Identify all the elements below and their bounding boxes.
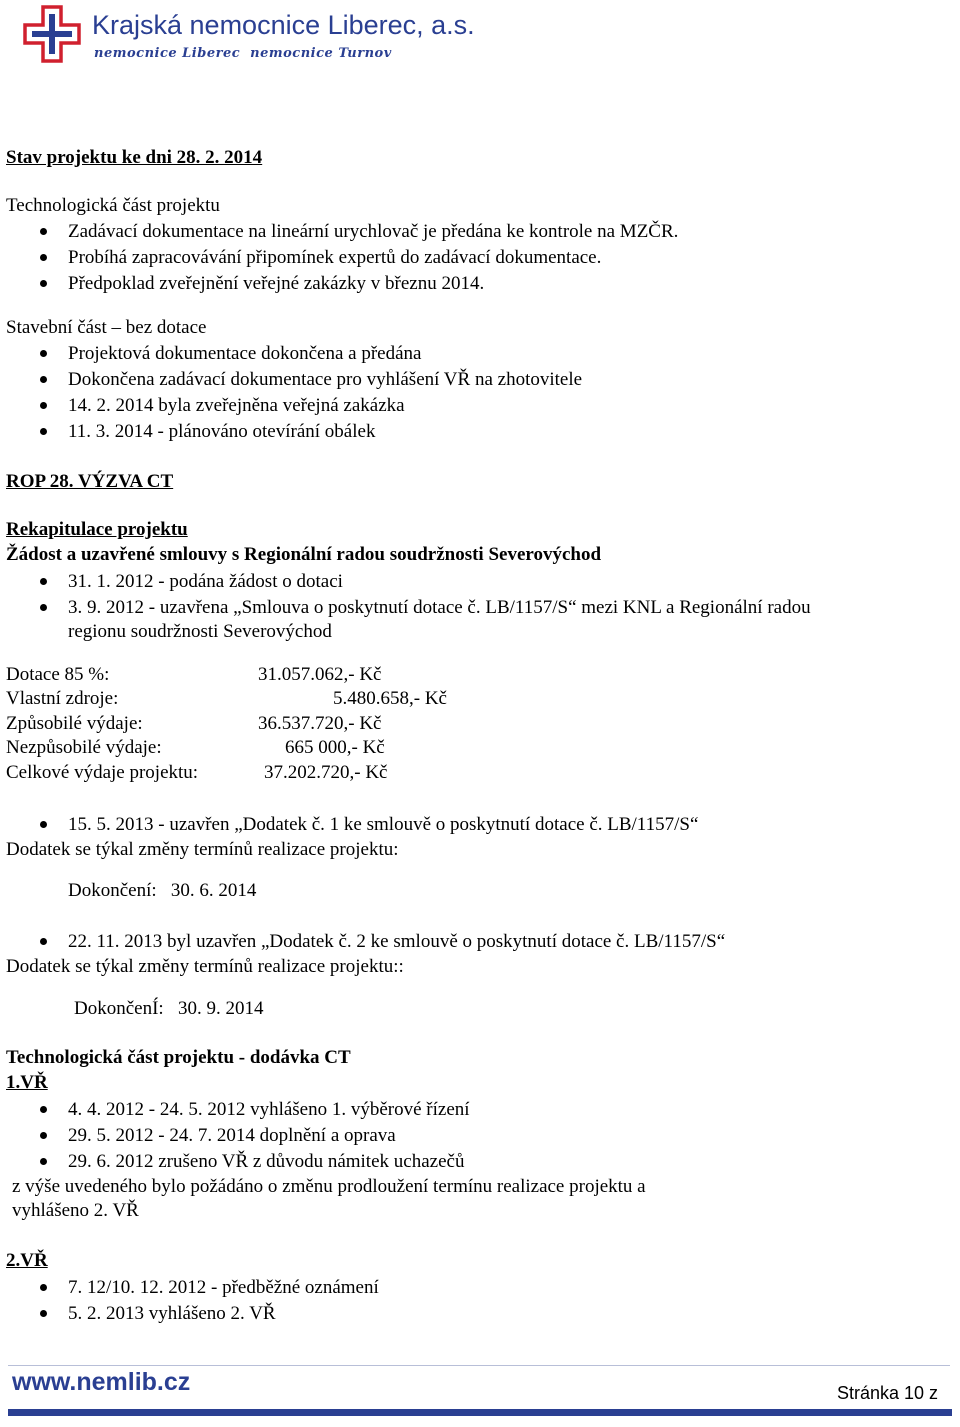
vr1-label: 1.VŘ: [6, 1072, 48, 1093]
vr2-item-1: 7. 12/10. 12. 2012 - předběžné oznámení: [68, 1277, 379, 1298]
recap-heading: Rekapitulace projektu: [6, 519, 188, 540]
request-item-1: 31. 1. 2012 - podána žádost o dotaci: [68, 571, 343, 592]
tech-item-1: Zadávací dokumentace na lineární urychlovač je předána ke kontrole na MZČR.: [68, 221, 679, 242]
finance-value: 37.202.720,- Kč: [264, 762, 388, 783]
bullet-icon: [40, 402, 47, 409]
addendum1-completion: Dokončení: 30. 6. 2014: [68, 880, 257, 901]
finance-label: Nezpůsobilé výdaje:: [6, 737, 162, 758]
vr1-item-2: 29. 5. 2012 - 24. 7. 2014 doplnění a oprava: [68, 1125, 396, 1146]
bullet-icon: [40, 228, 47, 235]
bullet-icon: [40, 1106, 47, 1113]
vr1-item-3: 29. 6. 2012 zrušeno VŘ z důvodu námitek uchazečů: [68, 1151, 465, 1172]
bullet-icon: [40, 938, 47, 945]
bullet-icon: [40, 428, 47, 435]
bullet-icon: [40, 604, 47, 611]
build-item-2: Dokončena zadávací dokumentace pro vyhlášení VŘ na zhotovitele: [68, 369, 583, 390]
request-heading: Žádost a uzavřené smlouvy s Regionální radou soudržnosti Severovýchod: [6, 544, 602, 565]
hospital-subtitle: [94, 47, 392, 60]
build-item-1: Projektová dokumentace dokončena a předána: [68, 343, 422, 364]
addendum1-item: 15. 5. 2013 - uzavřen „Dodatek č. 1 ke smlouvě o poskytnutí dotace č. LB/1157/S“: [68, 814, 699, 835]
vr1-note-line2: vyhlášeno 2. VŘ: [12, 1200, 139, 1221]
bullet-icon: [40, 1132, 47, 1139]
bullet-icon: [40, 1310, 47, 1317]
addendum2-note: Dodatek se týkal změny termínů realizace projektu::: [6, 956, 404, 977]
subtitle-liberec: nemocnice Liberec: [94, 46, 241, 61]
finance-label: Dotace 85 %:: [6, 664, 110, 685]
finance-value: 31.057.062,- Kč: [258, 664, 382, 685]
footer-divider: [8, 1409, 952, 1416]
bullet-icon: [40, 254, 47, 261]
build-item-3: 14. 2. 2014 byla zveřejněna veřejná zakázka: [68, 395, 405, 416]
rop-heading: ROP 28. VÝZVA CT: [6, 471, 174, 492]
request-item-2: 3. 9. 2012 - uzavřena „Smlouva o poskytnutí dotace č. LB/1157/S“ mezi KNL a Regionální radou: [68, 597, 811, 618]
addendum2-item: 22. 11. 2013 byl uzavřen „Dodatek č. 2 ke smlouvě o poskytnutí dotace č. LB/1157/S“: [68, 931, 726, 952]
finance-label: Celkové výdaje projektu:: [6, 762, 199, 783]
finance-label: Vlastní zdroje:: [6, 688, 119, 709]
addendum1-note: Dodatek se týkal změny termínů realizace projektu:: [6, 839, 399, 860]
bullet-icon: [40, 350, 47, 357]
hospital-cross-icon: [22, 4, 82, 64]
tech-item-3: Předpoklad zveřejnění veřejné zakázky v březnu 2014.: [68, 273, 485, 294]
bullet-icon: [40, 821, 47, 828]
bullet-icon: [40, 1284, 47, 1291]
vr2-item-2: 5. 2. 2013 vyhlášeno 2. VŘ: [68, 1303, 276, 1324]
bullet-icon: [40, 1158, 47, 1165]
hospital-name: Krajská nemocnice Liberec, a.s.: [92, 10, 475, 40]
status-heading: Stav projektu ke dni 28. 2. 2014: [6, 147, 263, 168]
bullet-icon: [40, 280, 47, 287]
bullet-icon: [40, 376, 47, 383]
footer-url-link[interactable]: www.nemlib.cz: [12, 1368, 191, 1396]
finance-value: 665 000,- Kč: [285, 737, 385, 758]
finance-value: 5.480.658,- Kč: [333, 688, 447, 709]
build-item-4: 11. 3. 2014 - plánováno otevírání obálek: [68, 421, 376, 442]
request-item-2-cont: regionu soudržnosti Severovýchod: [68, 621, 332, 642]
page-number: Stránka 10 z: [836, 1383, 938, 1403]
tech-item-2: Probíhá zapracovávání připomínek expertů do zadávací dokumentace.: [68, 247, 602, 268]
subtitle-turnov: nemocnice Turnov: [250, 46, 392, 61]
vr1-note-line1: z výše uvedeného bylo požádáno o změnu prodloužení termínu realizace projektu a: [12, 1176, 646, 1197]
finance-value: 36.537.720,- Kč: [258, 713, 382, 734]
footer-rule: [8, 1365, 950, 1366]
build-part-title: Stavební část – bez dotace: [6, 317, 207, 338]
vr1-item-1: 4. 4. 2012 - 24. 5. 2012 vyhlášeno 1. výběrové řízení: [68, 1099, 470, 1120]
ct-supply-title: Technologická část projektu - dodávka CT: [6, 1047, 351, 1068]
vr2-label: 2.VŘ: [6, 1250, 48, 1271]
tech-part-title: Technologická část projektu: [6, 195, 220, 216]
addendum2-completion: DokončenÍ: 30. 9. 2014: [74, 998, 264, 1019]
bullet-icon: [40, 578, 47, 585]
finance-label: Způsobilé výdaje:: [6, 713, 143, 734]
